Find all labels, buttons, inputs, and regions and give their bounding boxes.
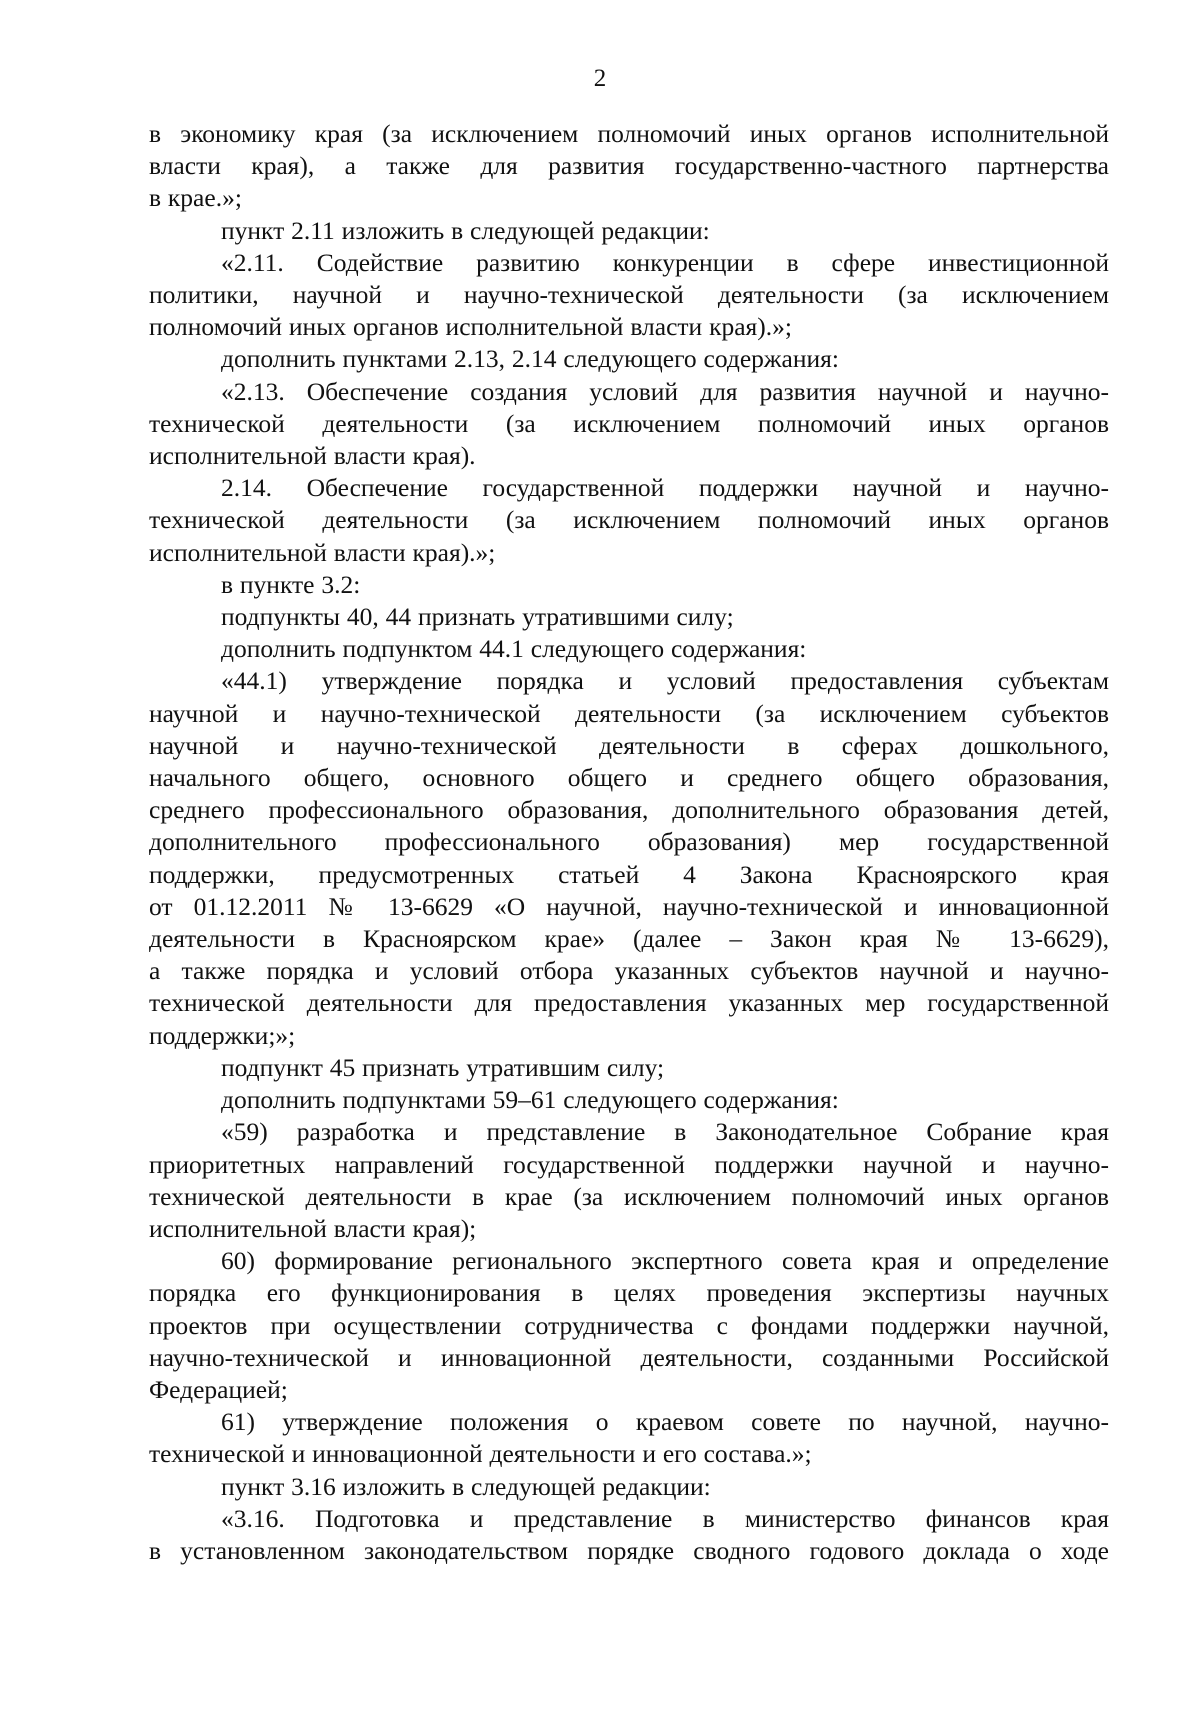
paragraph (149, 472, 1109, 569)
paragraph (149, 1503, 1109, 1567)
text-line: научно-технической и инновационной деятельности, созданными Российской (149, 1342, 1109, 1372)
text-line: технической деятельности (за исключением полномочий иных органов (149, 505, 1109, 535)
paragraph (149, 633, 1109, 665)
paragraph (149, 1471, 1109, 1503)
text-line: «2.11. Содействие развитию конкуренции в сфере инвестиционной (221, 247, 1109, 277)
text-line: «59) разработка и представление в Законодательное Собрание края (221, 1117, 1109, 1147)
text-line: деятельности в Красноярском крае» (далее – Закон края № 13-6629), (149, 924, 1109, 954)
paragraph (149, 1116, 1109, 1245)
paragraph (149, 569, 1109, 601)
text-line: 2.14. Обеспечение государственной поддержки научной и научно- (221, 473, 1109, 503)
text-line: научной и научно-технической деятельности (за исключением субъектов (149, 698, 1109, 728)
paragraph (149, 601, 1109, 633)
text-line: технической деятельности (за исключением полномочий иных органов (149, 408, 1109, 438)
paragraph (149, 1052, 1109, 1084)
paragraph (149, 343, 1109, 375)
text-line: научной и научно-технической деятельности в сферах дошкольного, (149, 730, 1109, 760)
text-line: порядка его функционирования в целях проведения экспертизы научных (149, 1278, 1109, 1308)
paragraph (149, 376, 1109, 473)
text-line: подпункт 45 признать утратившим силу; (221, 1052, 665, 1082)
text-line: подпункты 40, 44 признать утратившими силу; (221, 602, 734, 632)
text-line: власти края), а также для развития государственно-частного партнерства (149, 151, 1109, 181)
text-line: приоритетных направлений государственной поддержки научной и научно- (149, 1149, 1109, 1179)
text-line: пункт 3.16 изложить в следующей редакции: (221, 1471, 711, 1501)
text-line: дополнить подпунктами 59–61 следующего содержания: (221, 1085, 839, 1115)
text-line: начального общего, основного общего и среднего общего образования, (149, 763, 1109, 793)
text-line: полномочий иных органов исполнительной власти края).»; (149, 312, 792, 342)
text-line: политики, научной и научно-технической деятельности (за исключением (149, 280, 1109, 310)
text-line: в экономику края (за исключением полномочий иных органов исполнительной (149, 119, 1109, 148)
text-line: «3.16. Подготовка и представление в министерство финансов края (221, 1503, 1109, 1533)
paragraph (149, 1245, 1109, 1406)
document-body (149, 118, 1109, 1567)
text-line: исполнительной власти края). (149, 441, 476, 471)
paragraph (149, 247, 1109, 344)
text-line: исполнительной власти края).»; (149, 537, 496, 567)
text-line: технической деятельности для предоставления указанных мер государственной (149, 988, 1109, 1018)
text-line: в установленном законодательством порядке сводного годового доклада о ходе (149, 1535, 1109, 1565)
text-line: 60) формирование регионального экспертного совета края и определение (221, 1246, 1109, 1276)
text-line: среднего профессионального образования, дополнительного образования детей, (149, 795, 1109, 825)
paragraph (149, 1084, 1109, 1116)
text-line: пункт 2.11 изложить в следующей редакции: (221, 215, 710, 245)
paragraph (149, 118, 1109, 215)
text-line: в крае.»; (149, 183, 242, 213)
text-line: а также порядка и условий отбора указанных субъектов научной и научно- (149, 956, 1109, 986)
text-line: дополнить пунктами 2.13, 2.14 следующего содержания: (221, 344, 839, 374)
text-line: «44.1) утверждение порядка и условий предоставления субъектам (221, 666, 1109, 696)
paragraph (149, 1406, 1109, 1470)
paragraph (149, 665, 1109, 1051)
text-line: поддержки, предусмотренных статьей 4 Закона Красноярского края (149, 859, 1109, 889)
text-line: Федерацией; (149, 1374, 288, 1404)
text-line: в пункте 3.2: (221, 569, 361, 599)
text-line: технической и инновационной деятельности и его состава.»; (149, 1439, 812, 1469)
text-line: дополнить подпунктом 44.1 следующего содержания: (221, 634, 807, 664)
text-line: технической деятельности в крае (за исключением полномочий иных органов (149, 1181, 1109, 1211)
paragraph (149, 215, 1109, 247)
text-line: проектов при осуществлении сотрудничества с фондами поддержки научной, (149, 1310, 1109, 1340)
text-line: «2.13. Обеспечение создания условий для развития научной и научно- (221, 376, 1109, 406)
text-line: поддержки;»; (149, 1020, 296, 1050)
text-line: от 01.12.2011 № 13-6629 «О научной, научно-технической и инновационной (149, 891, 1109, 921)
text-line: исполнительной власти края); (149, 1213, 477, 1243)
text-line: 61) утверждение положения о краевом совете по научной, научно- (221, 1407, 1109, 1437)
page-number: 2 (593, 65, 607, 92)
text-line: дополнительного профессионального образования) мер государственной (149, 827, 1109, 857)
